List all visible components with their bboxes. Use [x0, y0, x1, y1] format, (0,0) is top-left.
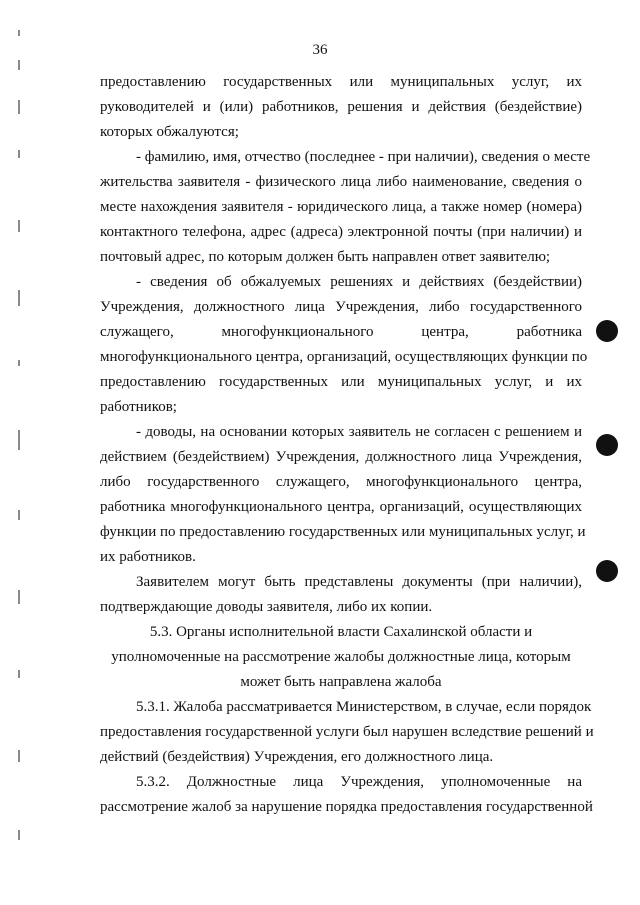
- text-line: 5.3.1. Жалоба рассматривается Министерством, в случае, если порядок: [136, 699, 592, 715]
- text-line: многофункционального центра, организаций, осуществляющих функции по: [100, 349, 588, 365]
- text-line: рассмотрение жалоб за нарушение порядка предоставления государственной: [100, 799, 593, 815]
- text-line: - доводы, на основании которых заявитель не согласен с решением и: [136, 424, 582, 440]
- text-line: подтверждающие доводы заявителя, либо их копии.: [100, 599, 433, 615]
- text-line: которых обжалуются;: [100, 124, 239, 140]
- text-line: действием (бездействием) Учреждения, должностного лица Учреждения,: [100, 449, 582, 465]
- document-body: [100, 70, 594, 820]
- text-line: контактного телефона, адрес (адреса) электронной почты (при наличии) и: [100, 224, 582, 240]
- text-line: работника многофункционального центра, организаций, осуществляющих: [100, 499, 582, 515]
- punch-hole-bottom: [596, 560, 618, 582]
- text-line: Заявителем могут быть представлены документы (при наличии),: [136, 574, 582, 590]
- text-line: служащего, многофункционального центра, работника: [100, 324, 582, 340]
- section-heading-line: уполномоченные на рассмотрение жалобы должностные лица, которым: [111, 649, 571, 665]
- text-line: - сведения об обжалуемых решениях и действиях (бездействии): [136, 274, 582, 290]
- text-line: предоставления государственной услуги был нарушен вследствие решений и: [100, 724, 594, 740]
- text-line: предоставлению государственных или муниципальных услуг, и их: [100, 374, 582, 390]
- text-line: почтовый адрес, по которым должен быть направлен ответ заявителю;: [100, 249, 551, 265]
- text-line: месте нахождения заявителя - юридического лица, а также номер (номера): [100, 199, 582, 215]
- section-heading-line: 5.3. Органы исполнительной власти Сахалинской области и: [149, 624, 533, 640]
- text-line: действий (бездействия) Учреждения, его должностного лица.: [100, 749, 494, 765]
- punch-hole-top: [596, 320, 618, 342]
- binder-edge-marks: [18, 30, 20, 890]
- text-line: их работников.: [100, 549, 196, 565]
- text-line: руководителей и (или) работников, решения и действия (бездействие): [100, 99, 582, 115]
- text-line: Учреждения, должностного лица Учреждения, либо государственного: [100, 299, 582, 315]
- text-line: функции по предоставлению государственных или муниципальных услуг, и: [100, 524, 586, 540]
- text-line: жительства заявителя - физического лица либо наименование, сведения о: [100, 174, 582, 190]
- section-heading-line: может быть направлена жалоба: [240, 674, 442, 690]
- text-line: работников;: [100, 399, 177, 415]
- punch-hole-middle: [596, 434, 618, 456]
- text-line: 5.3.2. Должностные лица Учреждения, уполномоченные на: [136, 774, 582, 790]
- text-line: предоставлению государственных или муниципальных услуг, их: [100, 74, 582, 90]
- text-line: - фамилию, имя, отчество (последнее - при наличии), сведения о месте: [136, 149, 591, 165]
- text-line: либо государственного служащего, многофункционального центра,: [100, 474, 582, 490]
- page-number: 36: [312, 42, 328, 58]
